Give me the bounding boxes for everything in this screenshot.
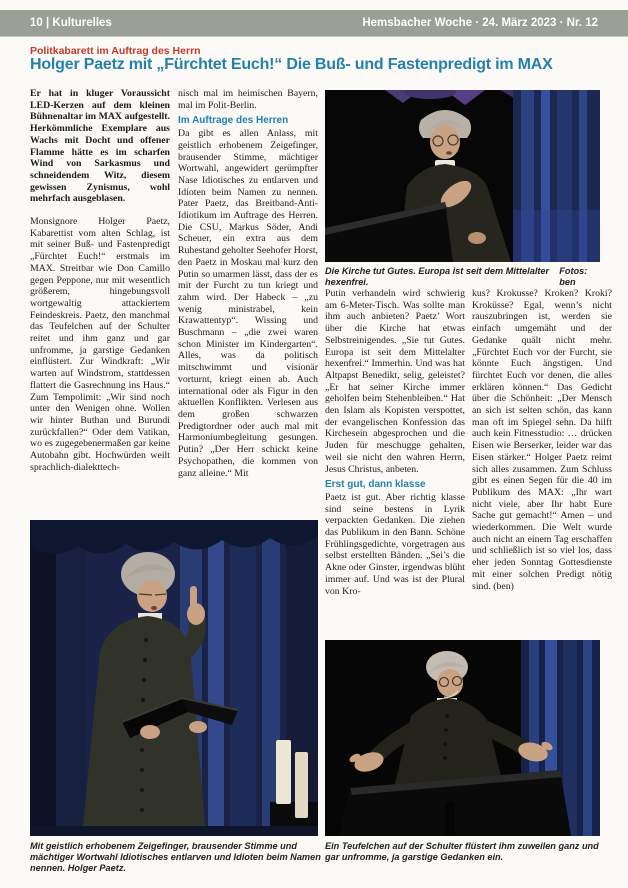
article-subhead-im-auftrage: Im Auftrage des Herren xyxy=(178,115,289,127)
issue-label: Hemsbacher Woche · 24. März 2023 · Nr. 12 xyxy=(362,17,598,29)
article-kicker: Politkabarett im Auftrag des Herrn xyxy=(30,45,201,57)
section-label: 10 | Kulturelles xyxy=(30,17,112,29)
stage-photo-illustration xyxy=(325,90,600,262)
page-header-bar xyxy=(0,10,628,37)
article-column-2 xyxy=(178,88,318,514)
photo-credit: Fotos: ben xyxy=(559,266,588,287)
article-intro-paragraph: Er hat in kluger Voraussicht LED-Kerzen auf dem kleinen Bühnenaltar im MAX aufgestellt. Herkömmliche Exemplare aus Wachs mit Docht und offener Flamme hätte es im scharfen Wind von Sarkasmus und schneidendem Witz, diesem gewissen Zynismus, wohl mehrfach ausgeblasen. xyxy=(30,88,170,205)
stage-photo-illustration xyxy=(30,520,318,836)
article-column-4 xyxy=(472,288,612,640)
caption-bottom-left-photo: Mit geistlich erhobenem Zeigefinger, brausender Stimme und mächtiger Wortwahl Idiotisches entlarven und Idioten beim Namen nennen. Holger Paetz. xyxy=(30,841,321,873)
caption-bottom-right-photo: Ein Teufelchen auf der Schulter flüstert ihm zuweilen ganz und gar unfromme, ja garstige Gedanken ein. xyxy=(325,841,599,862)
stage-curtain xyxy=(513,90,600,262)
caption-top-text: Die Kirche tut Gutes. Europa ist seit dem Mittelalter hexenfrei. xyxy=(325,266,550,287)
article-paragraph: nisch mal im heimischen Bayern, mal im Polit-Berlin. xyxy=(178,88,318,111)
stage-photo-illustration xyxy=(325,640,600,836)
photo-stage-bottom-right xyxy=(325,640,600,836)
article-column-3 xyxy=(325,288,465,638)
article-paragraph: Monsignore Holger Paetz, Kabarettist vom alten Schlag, ist mit seiner Buß- und Fastenpredigt „Fürchtet Euch!“ erstmals im MAX. Streitbar wie Don Camillo gegen Peppone, nur mit wesentlich größerem, hingebungsvoll wortgewaltig attackiertem Feindeskreis. Paetz, den manchmal das Teufelchen auf der Schulter reitet und ihm ganz und gar unfromme, ja garstige Gedanken einflüstert. Zur Windkraft: „Wir warten auf Windstrom, stattdessen flattert die Gasrechnung ins Haus.“ Zum Tempolimit: „Wir sind noch unter den Wenigen ohne. Wollen wir hinter Buthan und Burundi zurückfallen?“ Oder dem Vatikan, wo es zugegebenermaßen gar keine Autobahn gibt. Hochwürden weilt sprachlich-dialekttech- xyxy=(30,216,170,473)
photo-stage-top xyxy=(325,90,600,262)
article-paragraph: Putin verhandeln wird schwierig am 6-Meter-Tisch. Was sollte man ihm auch anbieten? Paetz’ Wort über die Kirche hat etwas Selbstreinigendes. „Sie tut Gutes. Europa ist seit dem Mittelalter hexenfrei.“ Immerhin. Und was hat Altpapst Benedikt, selig, geleistet? „Er hat seiner Kirche immer geholfen beim Stehenbleiben.“ Hat den Islam als Kopisten verspottet, der evangelischen Konfession das Kirchesein abgesprochen und die Juden für meschugge gehalten, weil sie nicht den wahren Herrn, Jesus Christus, anbeten. xyxy=(325,288,465,475)
article-headline: Holger Paetz mit „Fürchtet Euch!“ Die Buß- und Fastenpredigt im MAX xyxy=(30,56,553,73)
article-paragraph: Da gibt es allen Anlass, mit geistlich erhobenem Zeigefinger, brausender Stimme, mächtiger Wortwahl, angewidert gerümpfter Nase Idiotisches zu entlarven und Idioten beim Namen zu nennen. Pater Paetz, das Breitband-Anti-Idiotikum im Auftrage des Herren. Die CSU, Markus Söder, Andi Scheuer, ein extra aus dem Ruhestand geholter Seehofer Horst, den Paetz in Moskau mal kurz den Putin so umarmen lässt, dass der es mit der Furcht zu tun kriegt und zahm wird. Der Habeck – „zu wenig ministrabel, kein Krawattentyp“. Wissing und Buschmann – „die zwei waren schon Minister im Kindergarten“. Alles, was da politisch mitschwimmt und visionär vorturnt, kriegt einen ab. Auch international oder als Figur in den aktuellen Konflikten. Verlesen aus dem großen schwarzen Predigtordner oder auch mal mit Harmoniumbegleitung gesungen. Putin? „Der Herr schickt keine Psychopathen, die kommen von ganz alleine.“ Mit xyxy=(178,128,318,479)
stage-floor xyxy=(30,826,318,836)
article-column-1 xyxy=(30,88,170,516)
article-subhead-erst-gut: Erst gut, dann klasse xyxy=(325,479,426,491)
photo-stage-bottom-left xyxy=(30,520,318,836)
article-paragraph: Paetz ist gut. Aber richtig klasse sind seine bestens in Lyrik verpackten Gedanken. Die ziehen das Publikum in den Bann. Schöne Frühlingsgedichte, vorgetragen aus selbst erstellten Bänden. „Sei’s die Akne oder Ginster, irgendwas blüht immer auf. Und was ist der Plural von Kro- xyxy=(325,491,465,597)
article-paragraph: kus? Krokusse? Kroken? Kroki? Kroküsse? Egal, wenn’s nicht rauszubringen ist, werden sie einfach umgemäht und der Gedanke quält nicht mehr. „Fürchtet Euch vor der Furcht, sie könnte Euch ängstigen. Und fürchtet Euch vor denen, die alles erklären können.“ Das Gedicht über die Schönheit: „Der Mensch an sich ist selten schön, das kann man oft im Spiegel sehn. Da hilft auch kein Fitnesstudio: … drücken Eisen wie Berserker, leider war das Eisen stärker.“ Holger Paetz reimt sich alles zusammen. Zum Schluss gibt es einen Segen für die 40 im Publikum des MAX: „Ihr wart nicht viele, aber Ihr habt Eure Sache gut gemacht!“ Amen – und wiederkommen. Die Welt wurde auch nicht an einem Tag erschaffen und schließlich ist so viel los, dass eher jeden Sonntag Gottesdienste mit einer solchen Predigt nötig sind. (ben) xyxy=(472,288,612,592)
caption-top-photo xyxy=(325,266,600,288)
